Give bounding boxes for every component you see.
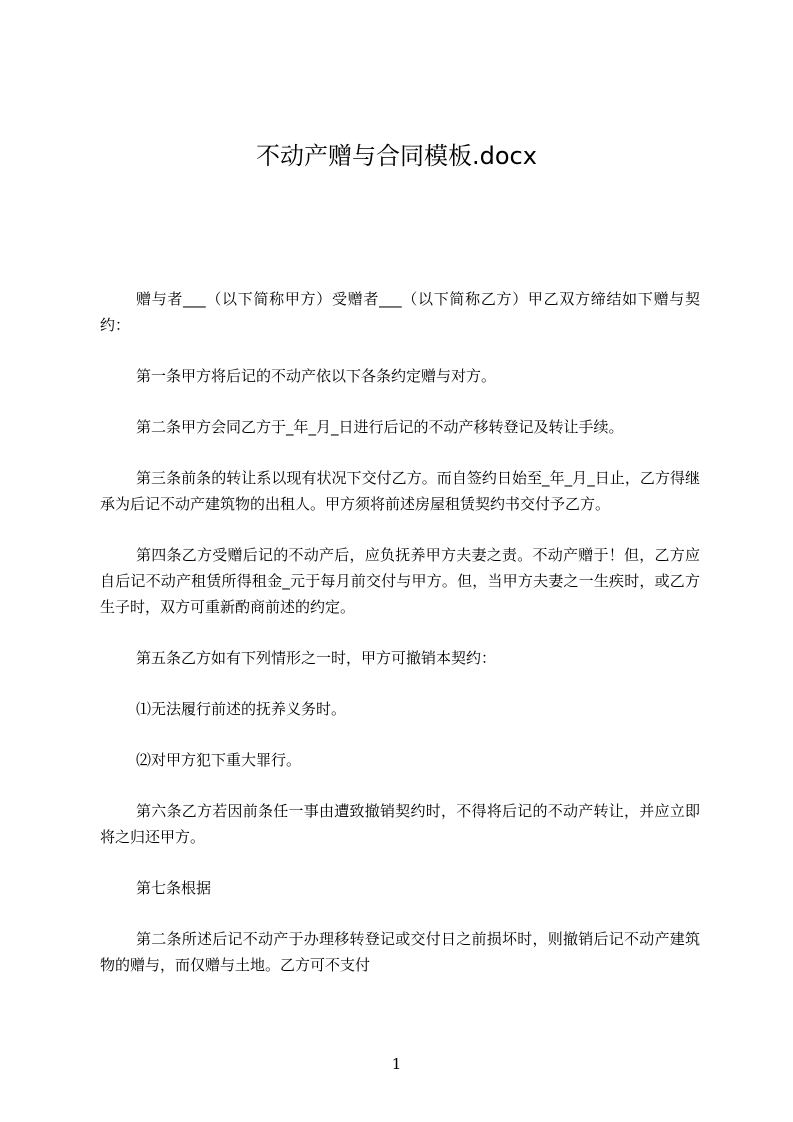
paragraph-article-2-reference: 第二条所述后记不动产于办理移转登记或交付日之前损坏时，则撤销后记不动产建筑物的赠与，而仅赠与土地。乙方可不支付 bbox=[100, 930, 700, 974]
document-body bbox=[100, 286, 700, 1003]
paragraph-item-1: ⑴无法履行前述的抚养义务时。 bbox=[136, 700, 347, 718]
paragraph-article-6: 第六条乙方若因前条任一事由遭致撤销契约时，不得将后记的不动产转让，并应立即将之归还甲方。 bbox=[100, 802, 700, 846]
paragraph-article-7: 第七条根据 bbox=[136, 879, 212, 897]
paragraph-article-2: 第二条甲方会同乙方于_年_月_日进行后记的不动产移转登记及转让手续。 bbox=[136, 418, 624, 436]
paragraph-article-3: 第三条前条的转让系以现有状况下交付乙方。而自签约日始至_年_月_日止，乙方得继承为后记不动产建筑物的出租人。甲方须将前述房屋租赁契约书交付予乙方。 bbox=[100, 469, 700, 513]
paragraph-article-1: 第一条甲方将后记的不动产依以下各条约定赠与对方。 bbox=[136, 367, 497, 385]
page-number: 1 bbox=[391, 1055, 402, 1073]
paragraph-item-2: ⑵对甲方犯下重大罪行。 bbox=[136, 751, 302, 769]
paragraph-article-4: 第四条乙方受赠后记的不动产后，应负抚养甲方夫妻之责。不动产赠于！但，乙方应自后记不动产租赁所得租金_元于每月前交付与甲方。但，当甲方夫妻之一生疾时，或乙方生子时，双方可重新酌商前述的约定。 bbox=[100, 546, 700, 616]
paragraph-preamble: 赠与者___（以下简称甲方）受赠者___（以下简称乙方）甲乙双方缔结如下赠与契约： bbox=[100, 290, 700, 334]
paragraph-article-5: 第五条乙方如有下列情形之一时，甲方可撤销本契约： bbox=[136, 649, 497, 667]
document-title: 不动产赠与合同模板.docx bbox=[256, 142, 537, 170]
